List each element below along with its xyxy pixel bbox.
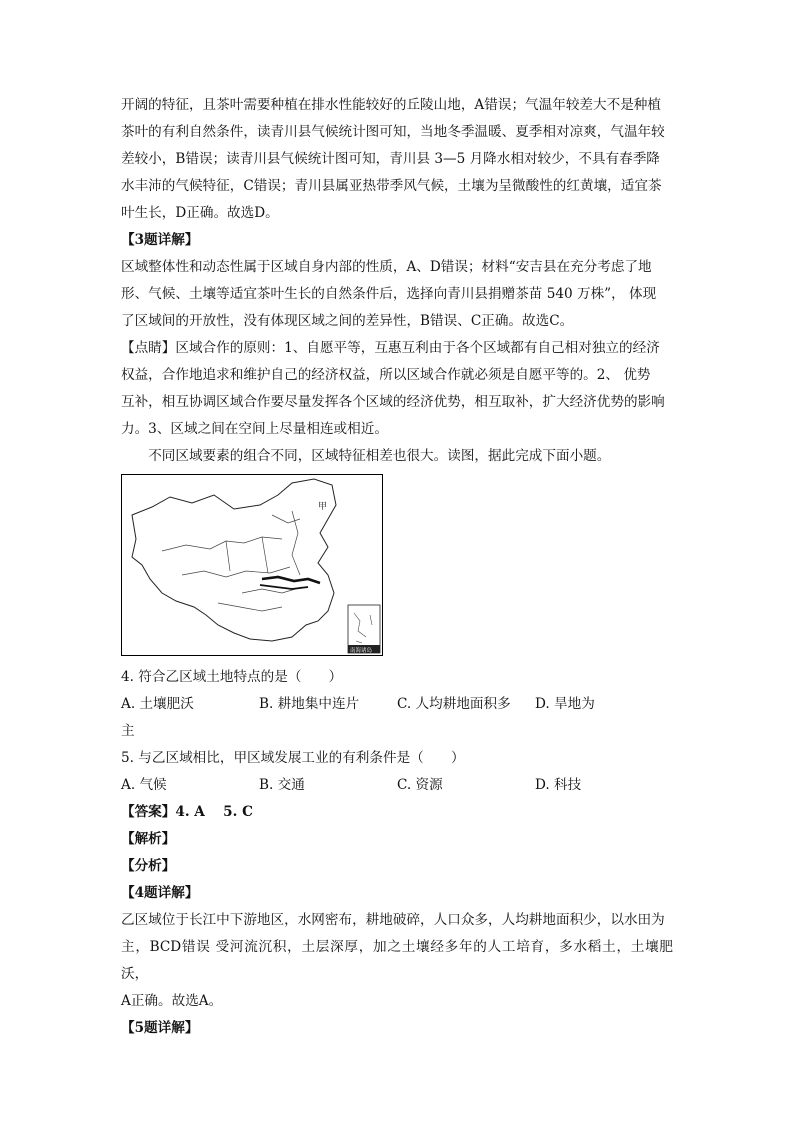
option-d: D. 科技 [535, 777, 582, 793]
heading-q4: 【4题详解】 [121, 885, 199, 901]
dianjing-line: 力。3、区域之间在空间上尽量相连或相近。 [121, 421, 388, 437]
dianjing-line: 权益，合作地追求和维护自己的经济权益，所以区域合作就必须是自愿平等的。2、 优势 [121, 367, 651, 383]
option-d-wrap: 主 [121, 723, 135, 739]
option-c: C. 人均耕地面积多 [397, 696, 511, 712]
option-b: B. 耕地集中连片 [259, 696, 360, 712]
option-d: D. 旱地为 [535, 696, 595, 712]
china-map-outline [122, 475, 382, 655]
option-a: A. 气候 [121, 777, 167, 793]
text-line: 叶生长，D正确。故选D。 [121, 205, 279, 221]
text-line: 水丰沛的气候特征，C错误；青川县属亚热带季风气候，土壤为呈微酸性的红黄壤，适宜茶 [121, 178, 662, 194]
answer-line: 【答案】4. A 5. C [121, 804, 253, 820]
option-b: B. 交通 [259, 777, 305, 793]
china-map-figure [121, 474, 383, 656]
heading-jiexi: 【解析】 [121, 831, 176, 847]
question-4-stem: 4. 符合乙区域土地特点的是（ ） [121, 669, 343, 685]
text-line: A正确。故选A。 [121, 993, 223, 1009]
text-line: 乙区域位于长江中下游地区，水网密布，耕地破碎，人口众多，人均耕地面积少，以水田为 [121, 912, 665, 928]
text-line: 茶叶的有利自然条件，读青川县气候统计图可知，当地冬季温暖、夏季相对凉爽，气温年较 [121, 124, 665, 140]
text-line: 了区域间的开放性，没有体现区域之间的差异性，B错误、C正确。故选C。 [121, 313, 574, 329]
option-a: A. 土壤肥沃 [121, 696, 194, 712]
heading-q5: 【5题详解】 [121, 1020, 199, 1036]
text-line: 区域整体性和动态性属于区域自身内部的性质，A、D错误；材料“安吉县在充分考虑了地 [121, 259, 652, 275]
question-5-options [121, 772, 673, 799]
question-4-options [121, 691, 673, 718]
option-c: C. 资源 [397, 777, 443, 793]
inset-label: 南海诸岛 [350, 648, 373, 654]
text-line: 主，BCD错误 受河流沉积，土层深厚，加之土壤经多年的人工培育，多水稻土，土壤肥沃， [121, 939, 673, 982]
content [121, 92, 673, 1042]
text-line: 形、气候、土壤等适宜茶叶生长的自然条件后，选择向青川县捐赠茶苗 540 万株”， 体现 [121, 286, 657, 302]
heading-q3: 【3题详解】 [121, 232, 199, 248]
text-line: 差较小，B错误；读青川县气候统计图可知，青川县 3—5 月降水相对较少，不具有春季降 [121, 151, 660, 167]
heading-fenxi: 【分析】 [121, 858, 176, 874]
label-jia: 甲 [318, 502, 328, 512]
dianjing-line: 互补，相互协调区域合作要尽量发挥各个区域的经济优势，相互取补，扩大经济优势的影响 [121, 394, 665, 410]
dianjing-line: 【点睛】区域合作的原则：1、自愿平等，互惠互利由于各个区域都有自己相对独立的经济 [121, 340, 660, 356]
text-line: 开阔的特征，且茶叶需要种植在排水性能较好的丘陵山地，A错误；气温年较差大不是种植 [121, 97, 661, 113]
question-5-stem: 5. 与乙区域相比，甲区域发展工业的有利条件是（ ） [121, 750, 465, 766]
intro-text: 不同区域要素的组合不同，区域特征相差也很大。读图，据此完成下面小题。 [148, 448, 611, 464]
